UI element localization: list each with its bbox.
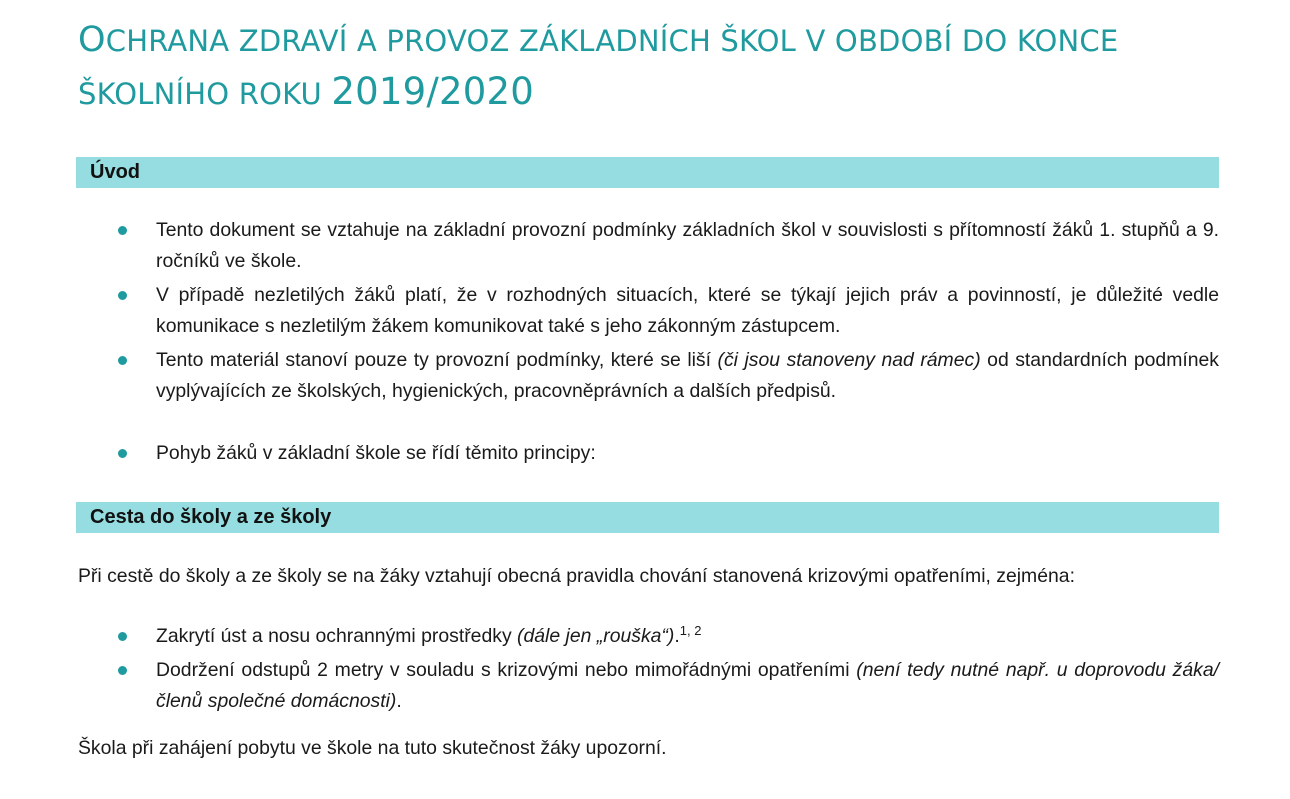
section-heading-uvod-label: Úvod (90, 161, 140, 183)
list-item (116, 655, 1219, 717)
bullet-text: V případě nezletilých žáků platí, že v rozhodných situacích, které se týkají jejich práv a povinností, je důležité vedle komunikace s nezletilým žákem komunikovat také s jeho zákonným zástupcem. (156, 284, 1219, 337)
bullet-dot-icon (118, 291, 127, 300)
bullet-dot-icon (118, 449, 127, 458)
cesta-closing-paragraph: Škola při zahájení pobytu ve škole na tuto skutečnost žáky upozorní. (78, 737, 667, 759)
title-line-2-text: ŠKOLNÍHO ROKU (78, 77, 332, 111)
section-heading-cesta-label: Cesta do školy a ze školy (90, 506, 332, 528)
title-line-2 (78, 66, 1228, 118)
bullet-dot-icon (118, 632, 127, 641)
uvod-bullet-list (116, 215, 1219, 469)
document-title (78, 14, 1228, 118)
bullet-text: Tento materiál stanoví pouze ty provozní podmínky, které se liší (156, 349, 718, 371)
list-item (116, 215, 1219, 277)
bullet-text: Dodržení odstupů 2 metry v souladu s krizovými nebo mimořádnými opatřeními (156, 659, 857, 681)
footnote-reference[interactable]: 1, 2 (679, 623, 702, 638)
section-heading-cesta (76, 502, 1219, 533)
title-line-1-text: CHRANA ZDRAVÍ A PROVOZ ZÁKLADNÍCH ŠKOL V OBDOBÍ DO KONCE (105, 24, 1119, 58)
cesta-bullet-list (116, 621, 1219, 717)
list-item (116, 621, 1219, 652)
cesta-intro-paragraph: Při cestě do školy a ze školy se na žáky vztahují obecná pravidla chování stanovená krizovými opatřeními, zejména: (78, 565, 1075, 587)
bullet-text: . (674, 625, 680, 647)
bullet-text: Tento dokument se vztahuje na základní provozní podmínky základních škol v souvislosti s přítomností žáků 1. stupňů a 9. ročníků ve škole. (156, 219, 1219, 272)
bullet-text: od standardních podmínek vyplývajících ze školských, hygienických, pracovněprávních a dalších předpisů. (156, 349, 1219, 402)
section-heading-uvod (76, 157, 1219, 188)
list-item (116, 280, 1219, 342)
bullet-text-italic: (dále jen „rouška“) (517, 625, 675, 647)
list-item (116, 438, 1219, 469)
bullet-text: Zakrytí úst a nosu ochrannými prostředky (156, 625, 518, 647)
title-initial: O (78, 20, 106, 60)
bullet-text-italic: (není tedy nutné např. u doprovodu žáka/členů společné domácnosti) (156, 659, 1219, 712)
bullet-text-italic: (či jsou stanoveny nad rámec) (717, 349, 981, 371)
bullet-text: . (396, 690, 402, 712)
list-item (116, 345, 1219, 407)
bullet-dot-icon (118, 226, 127, 235)
bullet-text: Pohyb žáků v základní škole se řídí těmito principy: (156, 442, 596, 464)
bullet-dot-icon (118, 666, 127, 675)
title-line-1 (78, 14, 1228, 66)
bullet-dot-icon (118, 356, 127, 365)
title-year: 2019/2020 (331, 70, 534, 113)
